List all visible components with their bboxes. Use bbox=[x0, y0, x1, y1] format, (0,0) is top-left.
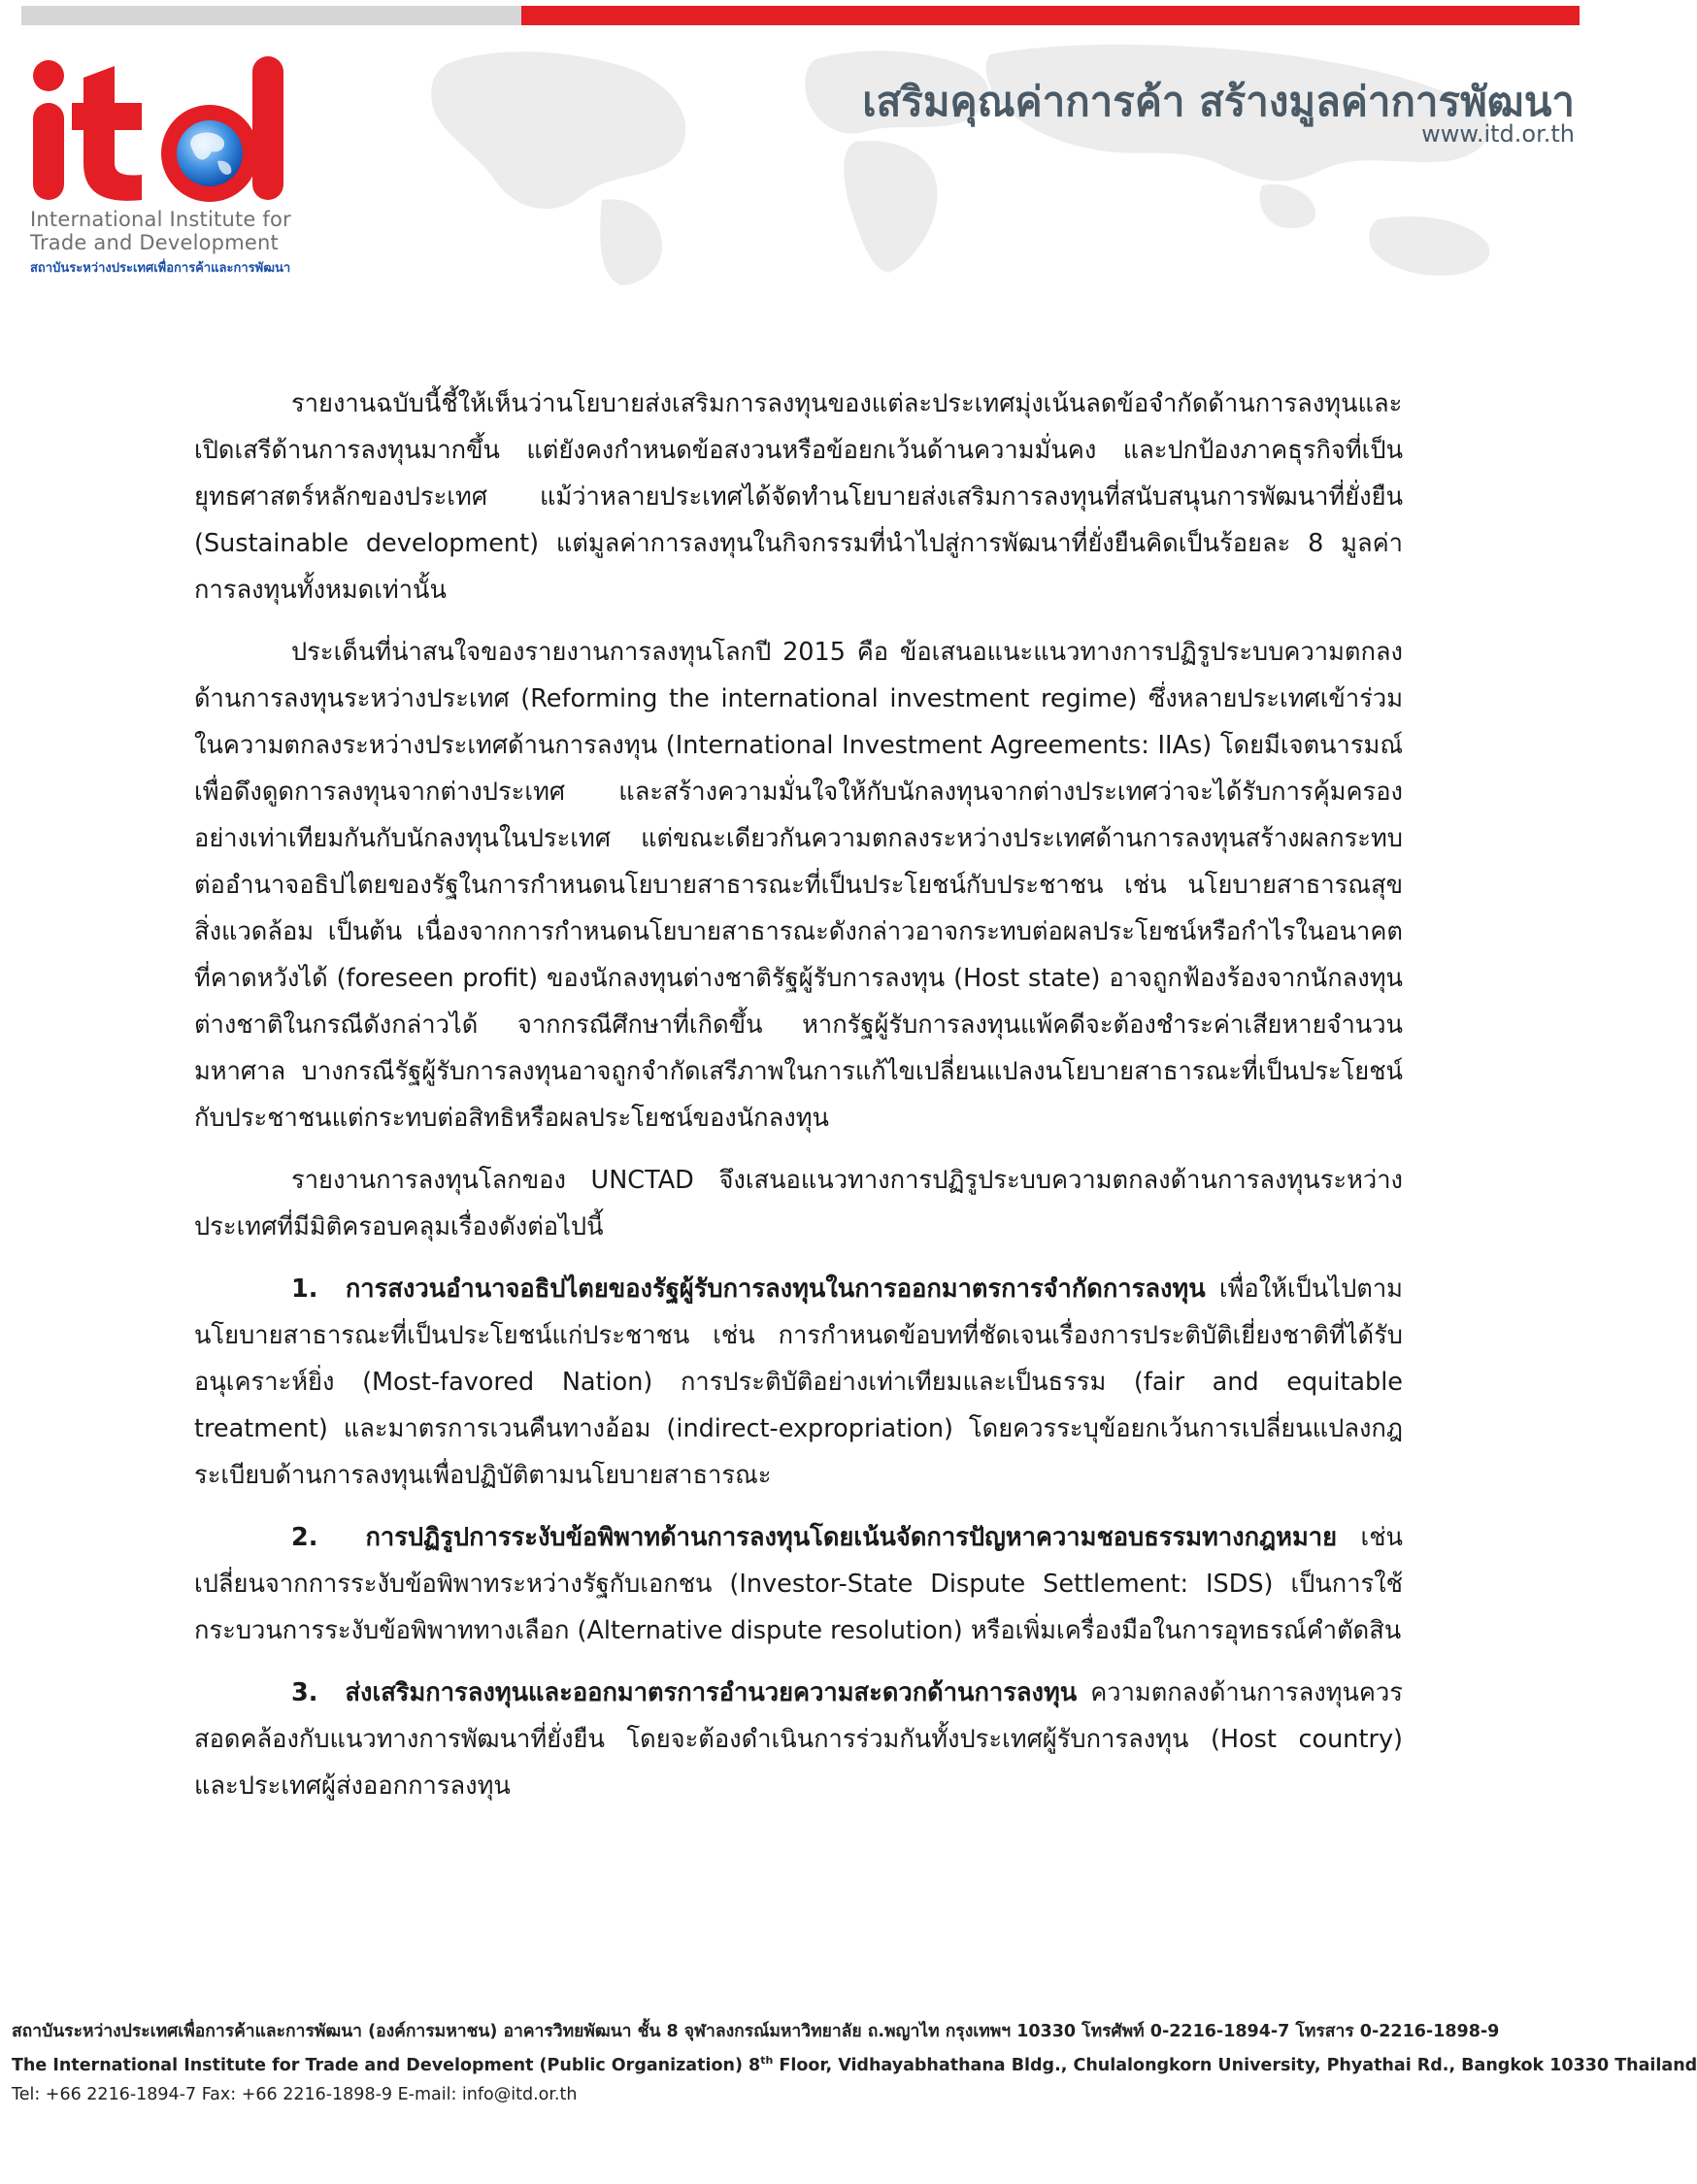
item-number: 1. bbox=[291, 1274, 318, 1304]
itd-logo-mark bbox=[27, 56, 289, 207]
header-bar-red bbox=[521, 6, 1580, 25]
item-text: เช่น เปลี่ยนจากการระงับข้อพิพาทระหว่างรัฐกับเอกชน (Investor-State Dispute Settlement: ISDS) เป็นการใช้กระบวนการระงับข้อพิพาททางเลือก (Alternative dispute resolution) หรือเพิ่มเครื่องมือในการอุทธรณ์คำตัดสิน bbox=[194, 1523, 1403, 1645]
logo-text-thai: สถาบันระหว่างประเทศเพื่อการค้าและการพัฒนา bbox=[30, 261, 291, 276]
header-website-url[interactable]: www.itd.or.th bbox=[1421, 120, 1575, 148]
numbered-item-3 bbox=[194, 1670, 1403, 1809]
paragraph-2: ประเด็นที่น่าสนใจของรายงานการลงทุนโลกปี 2015 คือ ข้อเสนอแนะแนวทางการปฏิรูประบบความตกลงด้านการลงทุนระหว่างประเทศ (Reforming the international investment regime) ซึ่งหลายประเทศเข้าร่วมในความตกลงระหว่างประเทศด้านการลงทุน (International Investment Agreements: IIAs) โดยมีเจตนารมณ์เพื่อดึงดูดการลงทุนจากต่างประเทศ และสร้างความมั่นใจให้กับนักลงทุนจากต่างประเทศว่าจะได้รับการคุ้มครองอย่างเท่าเทียมกันกับนักลงทุนในประเทศ แต่ขณะเดียวกันความตกลงระหว่างประเทศด้านการลงทุนสร้างผลกระทบต่ออำนาจอธิปไตยของรัฐในการกำหนดนโยบายสาธารณะที่เป็นประโยชน์กับประชาชน เช่น นโยบายสาธารณสุข สิ่งแวดล้อม เป็นต้น เนื่องจากการกำหนดนโยบายสาธารณะดังกล่าวอาจกระทบต่อผลประโยชน์หรือกำไรในอนาคตที่คาดหวังได้ (foreseen profit) ของนักลงทุนต่างชาติรัฐผู้รับการลงทุน (Host state) อาจถูกฟ้องร้องจากนักลงทุนต่างชาติในกรณีดังกล่าวได้ จากกรณีศึกษาที่เกิดขึ้น หากรัฐผู้รับการลงทุนแพ้คดีจะต้องชำระค่าเสียหายจำนวนมหาศาล บางกรณีรัฐผู้รับการลงทุนอาจถูกจำกัดเสรีภาพในการแก้ไขเปลี่ยนแปลงนโยบายสาธารณะที่เป็นประโยชน์กับประชาชนแต่กระทบต่อสิทธิหรือผลประโยชน์ของนักลงทุน bbox=[194, 638, 1403, 1133]
logo-text-line1: International Institute for bbox=[30, 208, 291, 231]
header-bar-gray bbox=[21, 6, 521, 25]
item-number: 2. bbox=[291, 1523, 318, 1552]
item-text: ความตกลงด้านการลงทุนควรสอดคล้องกับแนวทางการพัฒนาที่ยั่งยืน โดยจะต้องดำเนินการร่วมกันทั้งประเทศผู้รับการลงทุน (Host country) และประเทศผู้ส่งออกการลงทุน bbox=[194, 1678, 1403, 1801]
item-number: 3. bbox=[291, 1678, 318, 1707]
world-map-watermark bbox=[408, 25, 1602, 287]
header-color-bar bbox=[21, 6, 1580, 25]
footer-address-part2: Floor, Vidhayabhathana Bldg., Chulalongkorn University, Phyathai Rd., Bangkok 10330 Thailand bbox=[773, 2055, 1697, 2075]
numbered-item-2 bbox=[194, 1514, 1403, 1654]
item-heading: การปฏิรูปการระงับข้อพิพาทด้านการลงทุนโดยเน้นจัดการปัญหาความชอบธรรมทางกฎหมาย bbox=[365, 1523, 1338, 1552]
page-footer bbox=[12, 2017, 1697, 2109]
document-body bbox=[194, 381, 1403, 1825]
item-heading: ส่งเสริมการลงทุนและออกมาตรการอำนวยความสะดวกด้านการลงทุน bbox=[345, 1678, 1078, 1707]
numbered-item-1 bbox=[194, 1266, 1403, 1499]
paragraph-3: รายงานการลงทุนโลกของ UNCTAD จึงเสนอแนวทางการปฏิรูประบบความตกลงด้านการลงทุนระหว่างประเทศที่มีมิติครอบคลุมเรื่องดังต่อไปนี้ bbox=[194, 1166, 1403, 1241]
item-text: เพื่อให้เป็นไปตามนโยบายสาธารณะที่เป็นประโยชน์แก่ประชาชน เช่น การกำหนดข้อบทที่ชัดเจนเรื่องการประติบัติเยี่ยงชาติที่ได้รับอนุเคราะห์ยิ่ง (Most-favored Nation) การประติบัติอย่างเท่าเทียมและเป็นธรรม (fair and equitable treatment) และมาตรการเวนคืนทางอ้อม (indirect-expropriation) โดยควรระบุข้อยกเว้นการเปลี่ยนแปลงกฎระเบียบด้านการลงทุนเพื่อปฏิบัติตามนโยบายสาธารณะ bbox=[194, 1274, 1403, 1490]
itd-logo bbox=[27, 56, 291, 276]
header-slogan: เสริมคุณค่าการค้า สร้างมูลค่าการพัฒนา bbox=[862, 78, 1575, 125]
footer-contact: Tel: +66 2216-1894-7 Fax: +66 2216-1898-9 E-mail: info@itd.or.th bbox=[12, 2084, 578, 2104]
paragraph-1: รายงานฉบับนี้ชี้ให้เห็นว่านโยบายส่งเสริมการลงทุนของแต่ละประเทศมุ่งเน้นลดข้อจำกัดด้านการลงทุนและเปิดเสรีด้านการลงทุนมากขึ้น แต่ยังคงกำหนดข้อสงวนหรือข้อยกเว้นด้านความมั่นคง และปกป้องภาคธุรกิจที่เป็นยุทธศาสตร์หลักของประเทศ แม้ว่าหลายประเทศได้จัดทำนโยบายส่งเสริมการลงทุนที่สนับสนุนการพัฒนาที่ยั่งยืน (Sustainable development) แต่มูลค่าการลงทุนในกิจกรรมที่นำไปสู่การพัฒนาที่ยั่งยืนคิดเป็นร้อยละ 8 มูลค่าการลงทุนทั้งหมดเท่านั้น bbox=[194, 389, 1403, 605]
item-heading: การสงวนอำนาจอธิปไตยของรัฐผู้รับการลงทุนในการออกมาตรการจำกัดการลงทุน bbox=[345, 1274, 1206, 1304]
footer-address-thai: สถาบันระหว่างประเทศเพื่อการค้าและการพัฒนา (องค์การมหาชน) อาคารวิทยพัฒนา ชั้น 8 จุฬาลงกรณ์มหาวิทยาลัย ถ.พญาไท กรุงเทพฯ 10330 โทรศัพท์ 0-2216-1894-7 โทรสาร 0-2216-1898-9 bbox=[12, 2022, 1500, 2041]
logo-text-line2: Trade and Development bbox=[30, 231, 279, 254]
footer-address-part1: The International Institute for Trade and Development (Public Organization) 8 bbox=[12, 2055, 761, 2075]
footer-address-english bbox=[12, 2046, 1697, 2080]
footer-floor-suffix: th bbox=[760, 2054, 774, 2067]
